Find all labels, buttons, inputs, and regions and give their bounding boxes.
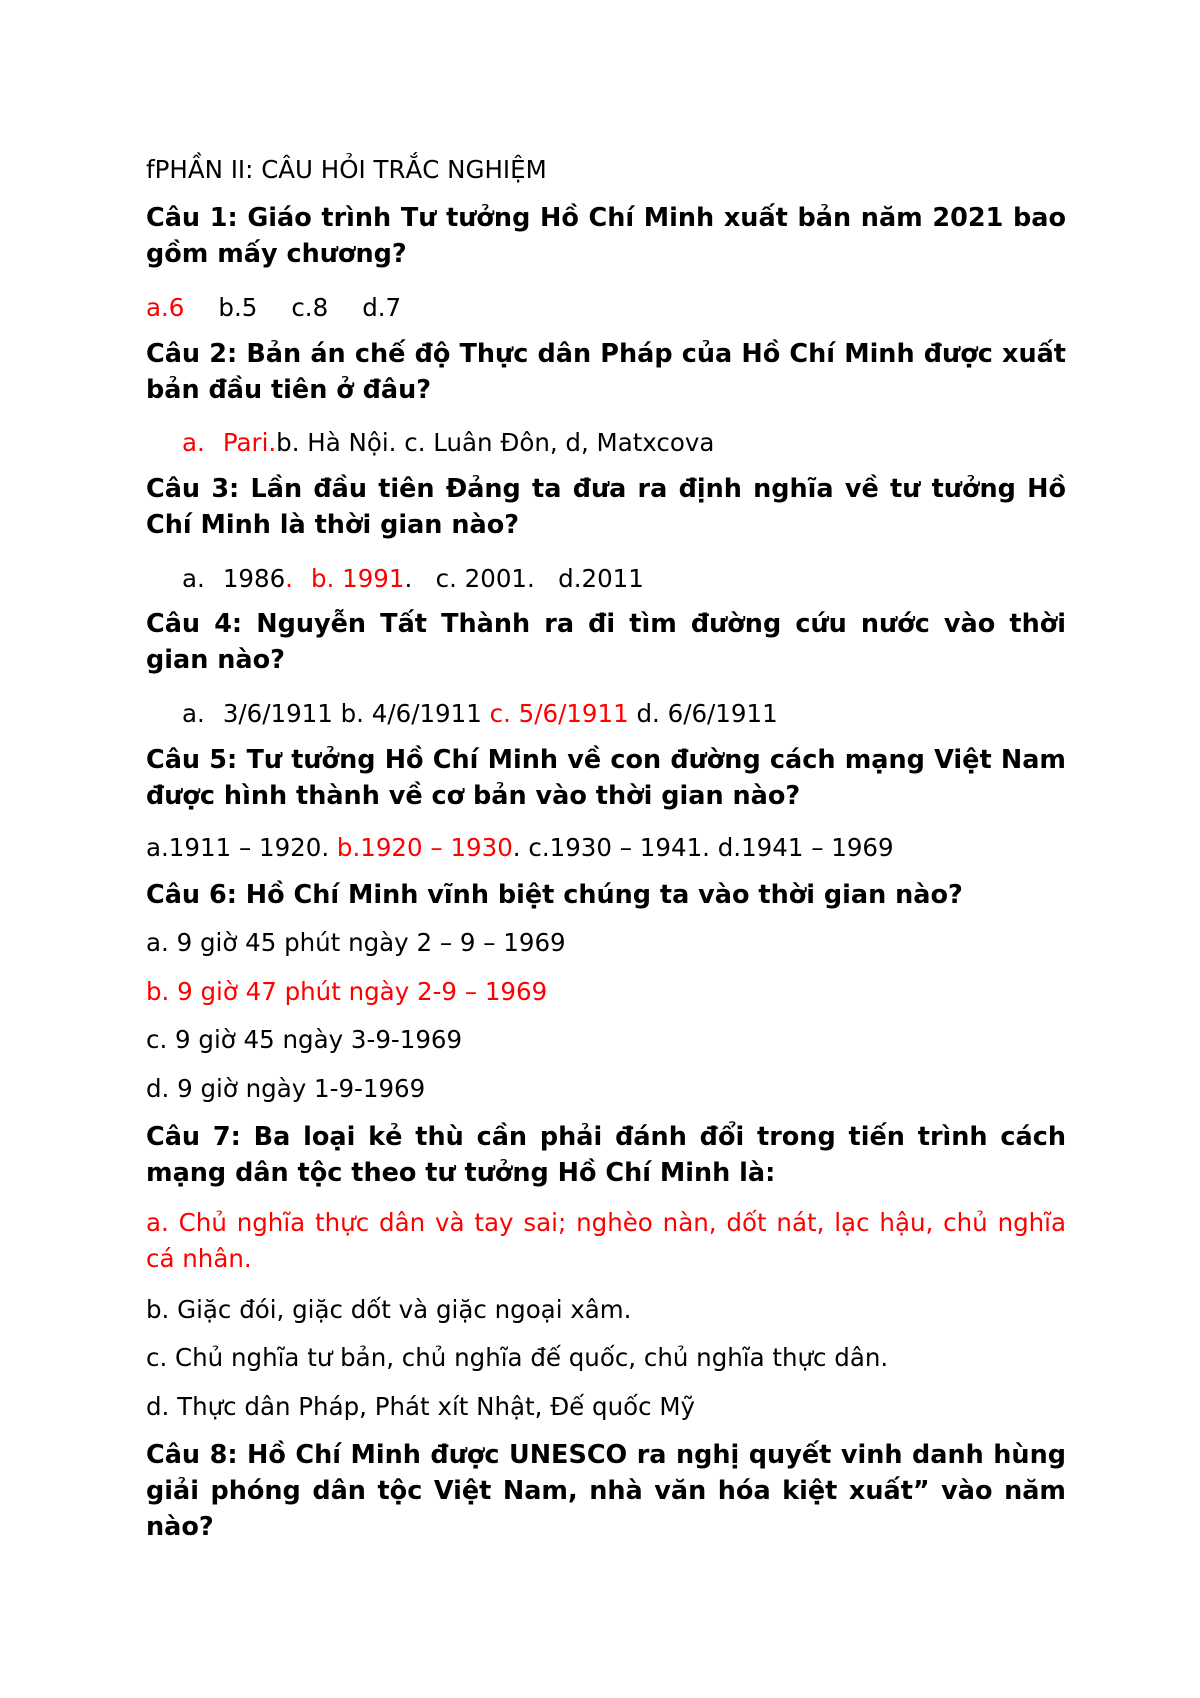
q7-option-c: c. Chủ nghĩa tư bản, chủ nghĩa đế quốc, chủ nghĩa thực dân.: [146, 1343, 889, 1372]
q6-option-d: d. 9 giờ ngày 1-9-1969: [146, 1074, 426, 1103]
question-7: Câu 7: Ba loại kẻ thù cần phải đánh đổi trong tiến trình cách mạng dân tộc theo tư tưởng Hồ Chí Minh là:: [146, 1122, 1066, 1188]
question-2: Câu 2: Bản án chế độ Thực dân Pháp của Hồ Chí Minh được xuất bản đầu tiên ở đâu?: [146, 339, 1066, 405]
q2-other-options: b. Hà Nội. c. Luân Đôn, d, Matxcova: [276, 428, 715, 457]
q3-option-a: 1986: [222, 564, 286, 593]
question-3-options: [182, 561, 1102, 597]
q6-option-c: c. 9 giờ 45 ngày 3-9-1969: [146, 1025, 463, 1054]
q7-option-b: b. Giặc đói, giặc dốt và giặc ngoại xâm.: [146, 1295, 632, 1324]
q3-dot: .: [285, 564, 293, 593]
section-heading: fPHẦN II: CÂU HỎI TRẮC NGHIỆM: [146, 155, 547, 184]
q5-options-c-d: . c.1930 – 1941. d.1941 – 1969: [512, 833, 894, 862]
q1-option-a-correct: a.6: [146, 293, 185, 322]
question-2-options: [182, 425, 1102, 461]
q4-option-d: d. 6/6/1911: [636, 699, 778, 728]
question-6: Câu 6: Hồ Chí Minh vĩnh biệt chúng ta vào thời gian nào?: [146, 880, 963, 910]
q6-option-a: a. 9 giờ 45 phút ngày 2 – 9 – 1969: [146, 928, 566, 957]
question-1: Câu 1: Giáo trình Tư tưởng Hồ Chí Minh xuất bản năm 2021 bao gồm mấy chương?: [146, 203, 1066, 269]
question-4: Câu 4: Nguyễn Tất Thành ra đi tìm đường cứu nước vào thời gian nào?: [146, 609, 1066, 675]
q4-options-a-b: 3/6/1911 b. 4/6/1911: [222, 699, 482, 728]
q3-option-a-marker: a.: [182, 564, 205, 593]
q2-option-a-marker: a.: [182, 428, 205, 457]
question-8: Câu 8: Hồ Chí Minh được UNESCO ra nghị quyết vinh danh hùng giải phóng dân tộc Việt Nam, nhà văn hóa kiệt xuất” vào năm nào?: [146, 1440, 1066, 1542]
q3-option-b-value: 1991: [342, 564, 405, 593]
q1-option-b: b.5: [218, 293, 258, 322]
q2-option-a-correct: Pari.: [222, 428, 277, 457]
question-3: Câu 3: Lần đầu tiên Đảng ta đưa ra định nghĩa về tư tưởng Hồ Chí Minh là thời gian nào?: [146, 474, 1066, 540]
question-4-options: [182, 696, 1102, 732]
q4-option-c-correct: c. 5/6/1911: [489, 699, 629, 728]
q3-option-b-correct: [311, 564, 405, 593]
q4-option-a-marker: a.: [182, 699, 205, 728]
q5-option-a: a.1911 – 1920.: [146, 833, 330, 862]
q5-option-b-correct: b.1920 – 1930: [336, 833, 513, 862]
q6-option-b-correct: b. 9 giờ 47 phút ngày 2-9 – 1969: [146, 977, 548, 1006]
q7-option-d: d. Thực dân Pháp, Phát xít Nhật, Đế quốc Mỹ: [146, 1392, 696, 1421]
q3-other-options: . c. 2001. d.2011: [404, 564, 644, 593]
question-1-options: [146, 290, 1066, 326]
q3-option-b-marker: b.: [310, 564, 335, 593]
q1-option-c: c.8: [291, 293, 329, 322]
question-5-options: [146, 830, 1066, 866]
q7-option-a-correct: a. Chủ nghĩa thực dân và tay sai; nghèo nàn, dốt nát, lạc hậu, chủ nghĩa cá nhân.: [146, 1208, 1066, 1273]
question-5: Câu 5: Tư tưởng Hồ Chí Minh về con đường cách mạng Việt Nam được hình thành về cơ bản vào thời gian nào?: [146, 745, 1066, 811]
q1-option-d: d.7: [362, 293, 402, 322]
